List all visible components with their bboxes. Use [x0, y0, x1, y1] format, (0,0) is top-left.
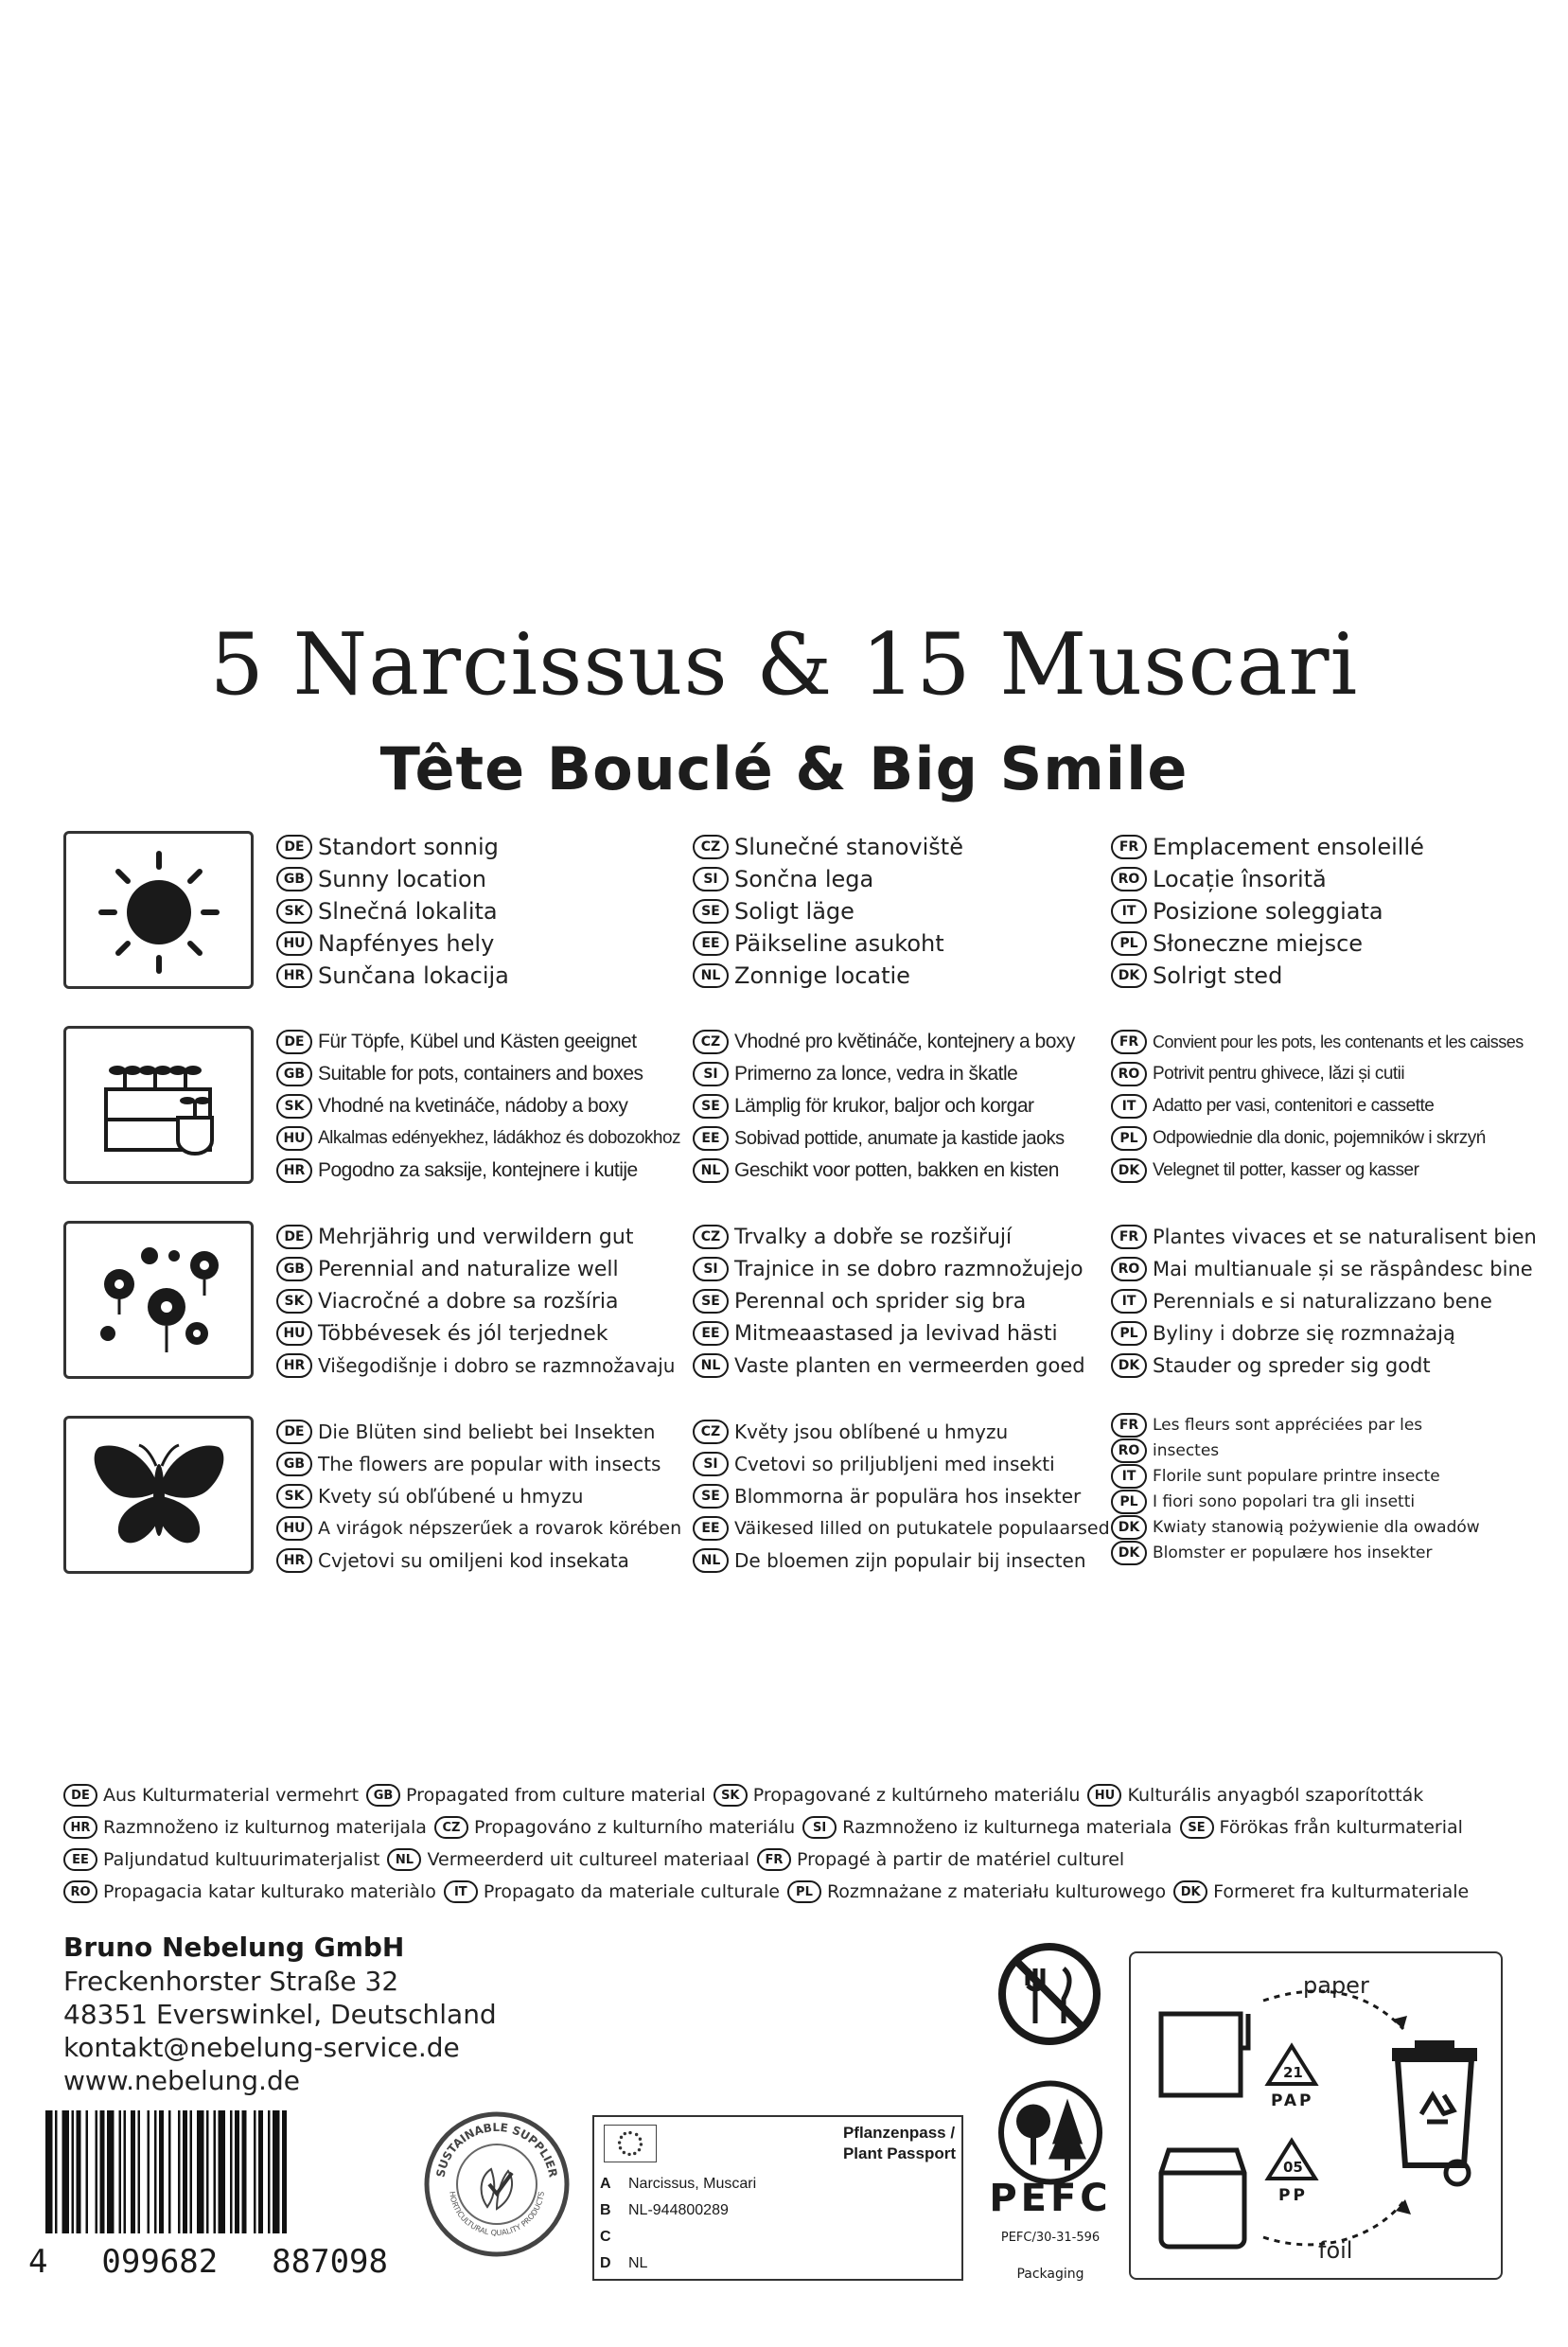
lang-line: GB Suitable for pots, containers and boxes	[276, 1058, 680, 1090]
barcode-bar	[138, 2110, 141, 2233]
barcode-bar	[159, 2110, 164, 2233]
lang-line: IT Florile sunt populare printre insecte	[1111, 1463, 1480, 1489]
origin-line: DE Aus Kulturmaterial vermehrt GB Propagated from culture material SK Propagované z kultúrneho materiálu HU Kulturális anyagból szaporították	[63, 1779, 1540, 1811]
lang-line: DK Stauder og spreder sig godt	[1111, 1350, 1537, 1382]
origin-line: EE Paljundatud kultuurimaterjalist NL Vermeerderd uit cultureel materiaal FR Propagé à partir de matériel culturel	[63, 1844, 1540, 1876]
origin-statement	[63, 1779, 1540, 1908]
lang-line: SE Lämplig för krukor, baljor och korgar	[693, 1090, 1075, 1122]
barcode-bar	[206, 2110, 209, 2233]
barcode-bar	[100, 2110, 105, 2233]
packaging-label: Packaging	[1016, 2267, 1084, 2282]
arrow-icon	[1263, 1991, 1405, 2245]
foil-label: foil	[1318, 2237, 1353, 2264]
svg-text:SUSTAINABLE SUPPLIER: SUSTAINABLE SUPPLIER	[433, 2120, 560, 2179]
lang-line: GB Perennial and naturalize well	[276, 1253, 675, 1285]
lang-line: NL Zonnige locatie	[693, 960, 963, 992]
lang-line: DE Für Töpfe, Kübel und Kästen geeignet	[276, 1026, 680, 1058]
lang-line: DE Mehrjährig und verwildern gut	[276, 1221, 675, 1253]
passport-row: C	[600, 2229, 611, 2245]
lang-line: EE Päikseline asukoht	[693, 927, 963, 960]
barcode-bar	[242, 2110, 247, 2233]
origin-line: HR Razmnoženo iz kulturnog materijala CZ Propagováno z kulturního materiálu SI Razmnoženo iz kulturnega materiala SE Förökas från kulturmaterial	[63, 1811, 1540, 1844]
lang-line: SI Primerno za lonce, vedra in škatle	[693, 1058, 1075, 1090]
barcode-bar	[55, 2110, 58, 2233]
company-name: Bruno Nebelung GmbH	[63, 1932, 405, 1963]
barcode-bar	[107, 2110, 115, 2233]
barcode-bar	[190, 2110, 193, 2233]
sun-icon	[88, 844, 230, 977]
lang-line: SK Viacročné a dobre sa rozšíria	[276, 1285, 675, 1317]
lang-line: HR Sunčana lokacija	[276, 960, 509, 992]
barcode-bar	[124, 2110, 127, 2233]
company-city: 48351 Everswinkel, Deutschland	[63, 1999, 497, 2030]
lang-line: NL Vaste planten en vermeerden goed	[693, 1350, 1085, 1382]
lang-line: DE Die Blüten sind beliebt bei Insekten	[276, 1416, 681, 1448]
barcode-bar	[219, 2110, 226, 2233]
passport-row: B NL-944800289	[600, 2202, 729, 2218]
lang-line: IT Posizione soleggiata	[1111, 895, 1424, 927]
barcode-digit-group: 099682	[101, 2243, 219, 2281]
barcode-bar	[86, 2110, 89, 2233]
icon-box	[63, 831, 254, 989]
planter-icon	[93, 1044, 225, 1167]
barcode-bar	[148, 2110, 150, 2233]
lang-line: GB Sunny location	[276, 863, 509, 895]
icon-box	[63, 1026, 254, 1184]
icon-box	[63, 1416, 254, 1574]
recycling-info	[1129, 1951, 1503, 2280]
barcode-bar	[273, 2110, 280, 2233]
lang-line: HR Višegodišnje i dobro se razmnožavaju	[276, 1350, 675, 1382]
lang-line: PL Słoneczne miejsce	[1111, 927, 1424, 960]
lang-line: EE Mitmeaastased ja levivad hästi	[693, 1317, 1085, 1350]
lang-line: SK Vhodné na kvetináče, nádoby a boxy	[276, 1090, 680, 1122]
lang-line: EE Sobivad pottide, anumate ja kastide jaoks	[693, 1122, 1075, 1155]
lang-line: CZ Květy jsou oblíbené u hmyzu	[693, 1416, 1110, 1448]
eu-flag-icon	[604, 2125, 657, 2162]
lang-line: FR Les fleurs sont appréciées par les	[1111, 1412, 1480, 1438]
flowers-icon	[83, 1229, 235, 1371]
company-address	[63, 1931, 497, 2097]
pefc-code: PEFC/30-31-596	[1000, 2231, 1101, 2245]
barcode-bar	[77, 2110, 81, 2233]
paper-bag-icon	[1161, 2014, 1248, 2095]
foil-pouch-icon	[1161, 2150, 1244, 2247]
lang-line: RO insectes	[1111, 1438, 1480, 1463]
lang-line: IT Perennials e si naturalizzano bene	[1111, 1285, 1537, 1317]
lang-line: RO Potrivit pentru ghivece, lăzi și cutii	[1111, 1058, 1524, 1090]
company-email: kontakt@nebelung-service.de	[63, 2032, 460, 2063]
lang-line: NL Geschikt voor potten, bakken en kisten	[693, 1155, 1075, 1187]
barcode-bar	[214, 2110, 217, 2233]
foil-recycle-number: 05	[1283, 2159, 1303, 2176]
barcode-bar	[282, 2110, 287, 2233]
svg-text:HORTICULTURAL QUALITY PRODUCTS: HORTICULTURAL QUALITY PRODUCTS	[448, 2190, 546, 2238]
lang-line: CZ Trvalky a dobře se rozšiřují	[693, 1221, 1085, 1253]
lang-line: SK Kvety sú obľúbené u hmyzu	[276, 1480, 681, 1512]
plant-passport-title: Pflanzenpass / Plant Passport	[842, 2124, 956, 2162]
lang-line: IT Adatto per vasi, contenitori e cassette	[1111, 1090, 1524, 1122]
barcode-digit-group: 887098	[272, 2243, 388, 2281]
barcode-bar	[235, 2110, 239, 2233]
pefc-name: PEFC	[989, 2177, 1112, 2220]
lang-line: SK Slnečná lokalita	[276, 895, 509, 927]
lang-line: SI Sončna lega	[693, 863, 963, 895]
lang-line: HU Többévesek és jól terjednek	[276, 1317, 675, 1350]
lang-line: HU Alkalmas edényekhez, ládákhoz és dobozokhoz	[276, 1122, 680, 1155]
lang-line: SI Trajnice in se dobro razmnožujejo	[693, 1253, 1085, 1285]
icon-box	[63, 1221, 254, 1379]
recycling-diagram	[1131, 1953, 1505, 2282]
foil-recycle-code: PP	[1278, 2186, 1308, 2205]
lang-line: GB The flowers are popular with insects	[276, 1448, 681, 1480]
lang-line: FR Plantes vivaces et se naturalisent bien	[1111, 1221, 1537, 1253]
lang-line: SE Soligt läge	[693, 895, 963, 927]
lang-line: HR Cvjetovi su omiljeni kod insekata	[276, 1544, 681, 1577]
recycle-bin-icon	[1392, 2040, 1477, 2184]
lang-line: HU A virágok népszerűek a rovarok körében	[276, 1512, 681, 1544]
barcode-number	[28, 2243, 388, 2281]
barcode-bar	[230, 2110, 233, 2233]
lang-line: SE Perennal och sprider sig bra	[693, 1285, 1085, 1317]
sustainable-supplier-seal-icon	[421, 2109, 573, 2260]
passport-row: A Narcissus, Muscari	[600, 2176, 757, 2192]
barcode-bar	[268, 2110, 271, 2233]
barcode-bar	[45, 2110, 53, 2233]
barcode-bar	[254, 2110, 256, 2233]
barcode-bar	[178, 2110, 181, 2233]
lang-line: CZ Slunečné stanoviště	[693, 831, 963, 863]
barcode-bar	[119, 2110, 122, 2233]
arrow-head-icon	[1396, 2199, 1411, 2215]
lang-line: HU Napfényes hely	[276, 927, 509, 960]
barcode-bar	[197, 2110, 204, 2233]
lang-line: HR Pogodno za saksije, kontejnere i kutije	[276, 1155, 680, 1187]
paper-label: paper	[1303, 1972, 1369, 1999]
lang-line: SI Cvetovi so priljubljeni med insekti	[693, 1448, 1110, 1480]
lang-line: SE Blommorna är populära hos insekter	[693, 1480, 1110, 1512]
lang-line: DK Kwiaty stanowią pożywienie dla owadów	[1111, 1514, 1480, 1540]
barcode-bar	[183, 2110, 187, 2233]
lang-line: PL I fiori sono popolari tra gli insetti	[1111, 1489, 1480, 1514]
lang-line: RO Mai multianuale și se răspândesc bine	[1111, 1253, 1537, 1285]
barcode-digit-group: 4	[28, 2243, 48, 2281]
paper-recycle-number: 21	[1283, 2064, 1303, 2081]
lang-line: NL De bloemen zijn populair bij insecten	[693, 1544, 1110, 1577]
origin-line: RO Propagacia katar kulturako materiàlo IT Propagato da materiale culturale PL Rozmnażane z materiału kulturowego DK Formeret fra kulturmateriale	[63, 1876, 1540, 1908]
barcode-bar	[154, 2110, 157, 2233]
not-edible-icon	[995, 1940, 1104, 2049]
barcode-bar	[72, 2110, 75, 2233]
barcode-bar	[96, 2110, 98, 2233]
butterfly-icon	[88, 1434, 230, 1557]
barcode-bar	[131, 2110, 135, 2233]
lang-line: DK Velegnet til potter, kasser og kasser	[1111, 1155, 1524, 1187]
barcode	[45, 2110, 381, 2233]
lang-line: EE Väikesed lilled on putukatele populaarsed	[693, 1512, 1110, 1544]
lang-line: CZ Vhodné pro květináče, kontejnery a boxy	[693, 1026, 1075, 1058]
passport-row: D NL	[600, 2255, 648, 2271]
plant-passport	[592, 2115, 963, 2281]
lang-line: DE Standort sonnig	[276, 831, 509, 863]
lang-line: RO Locație însorită	[1111, 863, 1424, 895]
paper-recycle-code: PAP	[1271, 2091, 1314, 2110]
company-street: Freckenhorster Straße 32	[63, 1966, 399, 1997]
barcode-bar	[62, 2110, 70, 2233]
lang-line: PL Byliny i dobrze się rozmnażają	[1111, 1317, 1537, 1350]
lang-line: PL Odpowiednie dla donic, pojemników i skrzyń	[1111, 1122, 1524, 1155]
product-title: 5 Narcissus & 15 Muscari	[209, 615, 1359, 715]
lang-line: DK Solrigt sted	[1111, 960, 1424, 992]
company-website: www.nebelung.de	[63, 2065, 300, 2096]
lang-line: DK Blomster er populære hos insekter	[1111, 1540, 1480, 1565]
lang-line: FR Emplacement ensoleillé	[1111, 831, 1424, 863]
barcode-bar	[258, 2110, 263, 2233]
lang-line: FR Convient pour les pots, les contenants et les caisses	[1111, 1026, 1524, 1058]
product-subtitle: Tête Bouclé & Big Smile	[379, 734, 1189, 803]
barcode-bar	[168, 2110, 171, 2233]
